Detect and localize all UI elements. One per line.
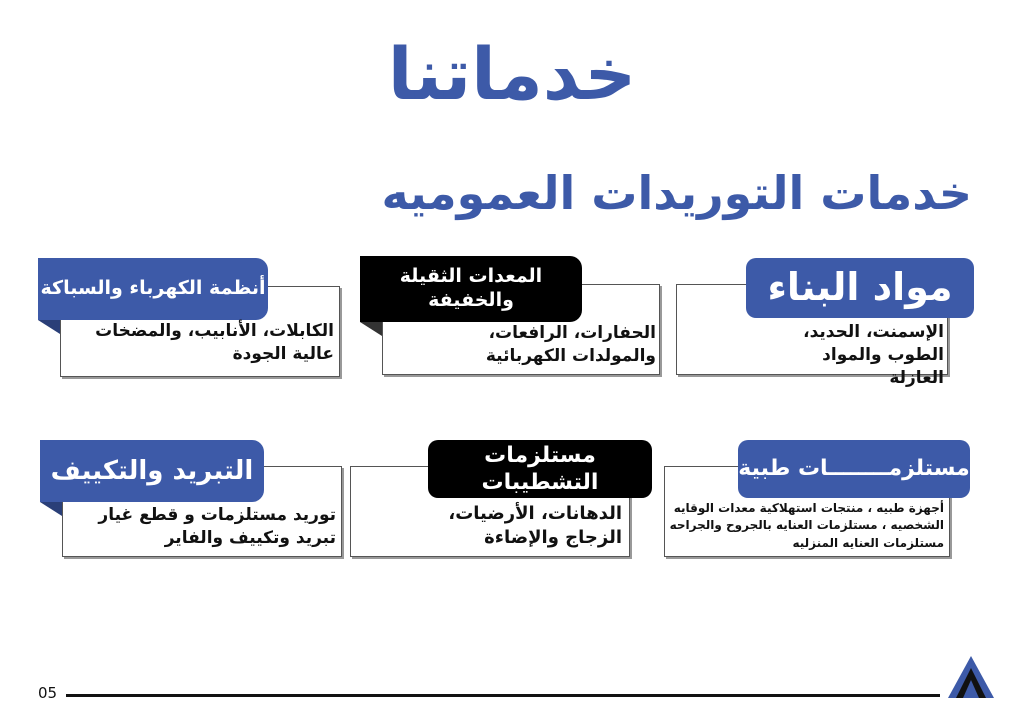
service-card-heavy-equipment <box>360 256 662 378</box>
page-subtitle: خدمات التوريدات العموميه <box>381 166 972 220</box>
service-title: مستلزمــــــــات طبية <box>738 440 970 498</box>
page-title: خدماتنا <box>387 32 637 116</box>
company-logo-icon <box>946 654 996 700</box>
service-title: التبريد والتكييف <box>40 440 264 502</box>
service-card-electrical-plumbing <box>38 258 342 380</box>
service-title: المعدات الثقيلة والخفيفة <box>360 256 582 322</box>
service-description: الإسمنت، الحديد، الطوب والمواد العازلة <box>803 322 944 388</box>
service-title: مواد البناء <box>746 258 974 318</box>
service-description: الدهانات، الأرضيات، الزجاج والإضاءة <box>448 503 622 549</box>
page-number: 05 <box>38 684 58 702</box>
service-card-medical-supplies <box>664 440 976 560</box>
service-card-finishing-supplies <box>350 440 654 560</box>
service-description: أجهزة طبيه ، منتجات استهلاكية معدات الوقايه الشخصيه ، مستلزمات العنايه بالجروح والجراحه مستلزمات العنايه المنزليه <box>669 501 944 550</box>
service-title: أنظمة الكهرباء والسباكة <box>38 258 268 320</box>
service-description: الحفارات، الرافعات، والمولدات الكهربائية <box>485 323 656 366</box>
service-description: توريد مستلزمات و قطع غيار تبريد وتكييف والفاير <box>98 505 336 548</box>
footer-divider <box>66 694 940 697</box>
service-card-building-materials <box>676 258 976 388</box>
service-title: مستلزمات التشطيبات <box>428 440 652 498</box>
service-description: الكابلات، الأنابيب، والمضخات عالية الجودة <box>95 321 334 364</box>
service-card-cooling-ac <box>40 440 344 560</box>
